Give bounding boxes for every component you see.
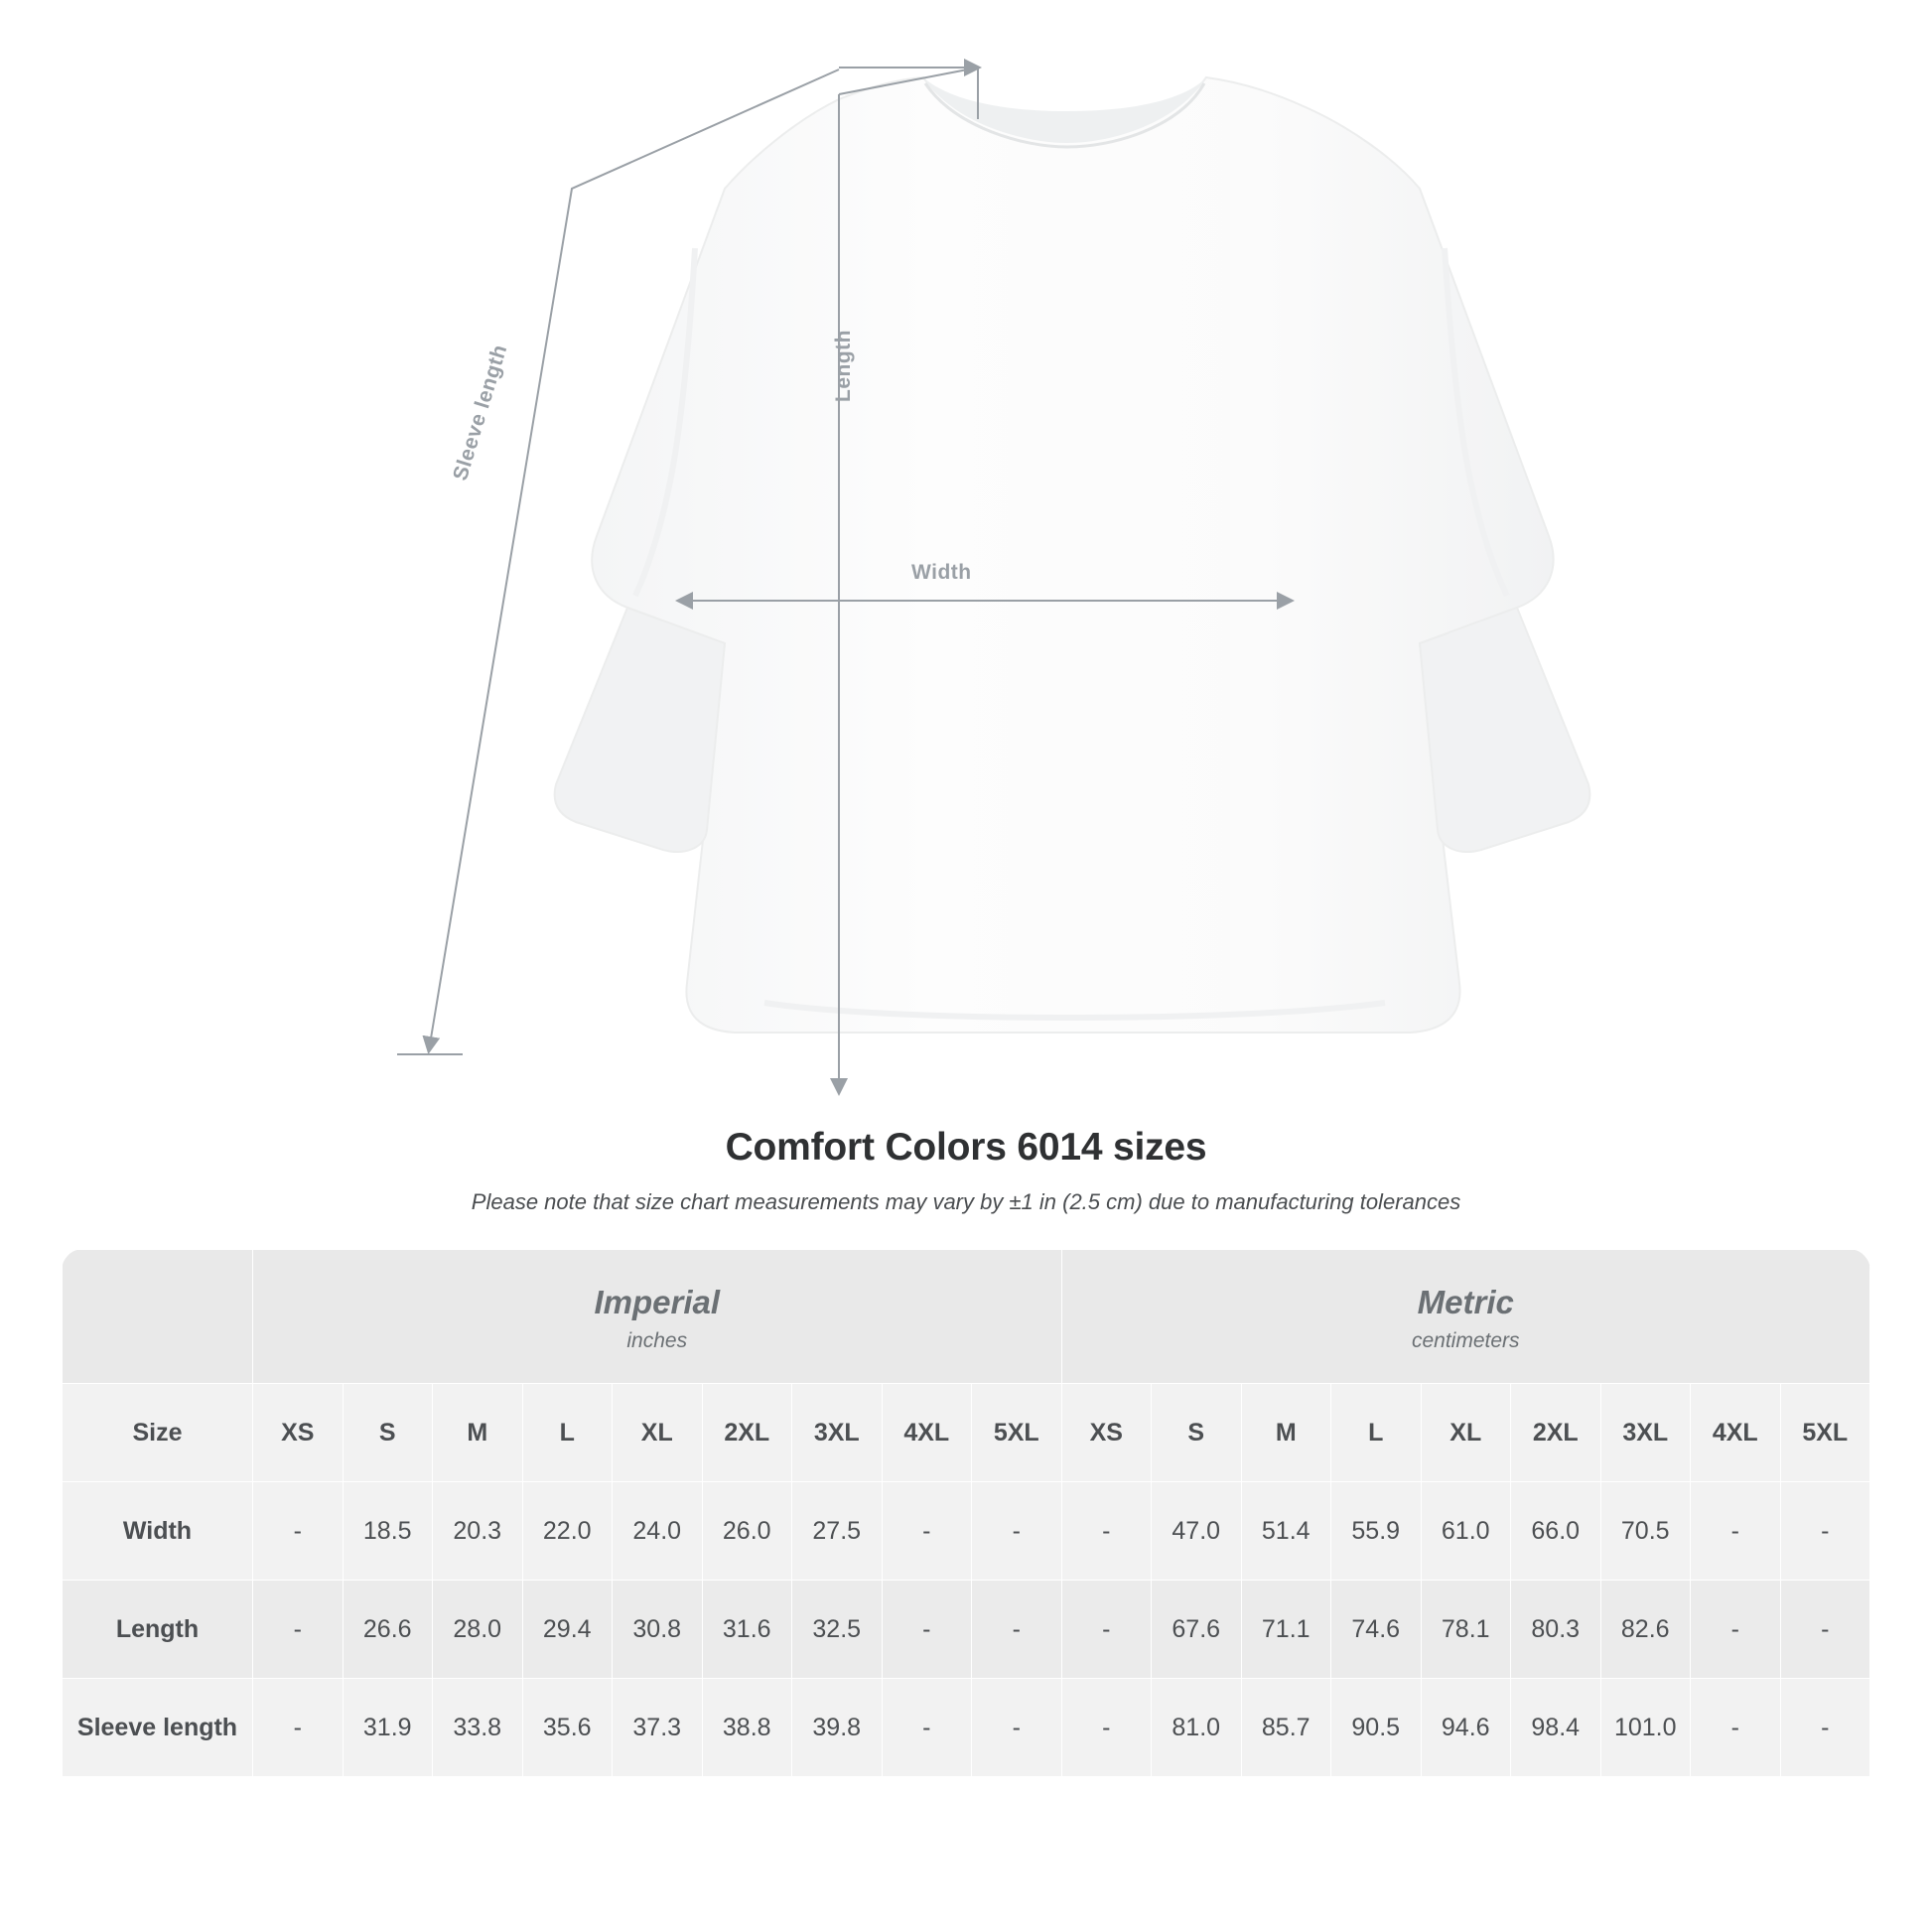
measurement-value: - — [972, 1482, 1062, 1581]
measurement-value: - — [882, 1482, 972, 1581]
measurement-value: 70.5 — [1600, 1482, 1691, 1581]
measurement-value: 61.0 — [1421, 1482, 1511, 1581]
size-header-row — [63, 1384, 1870, 1482]
length-label: Length — [832, 330, 855, 402]
measurement-value: 32.5 — [792, 1581, 883, 1679]
measurement-label: Sleeve length — [63, 1679, 253, 1777]
table-row — [63, 1679, 1870, 1777]
unit-name-imperial: Imperial — [594, 1284, 721, 1320]
unit-name-metric: Metric — [1417, 1284, 1514, 1320]
measurement-value: 20.3 — [433, 1482, 523, 1581]
measurement-value: 47.0 — [1152, 1482, 1242, 1581]
size-header-cell: S — [343, 1384, 433, 1482]
measurement-value: 80.3 — [1511, 1581, 1601, 1679]
measurement-value: 81.0 — [1152, 1679, 1242, 1777]
measurement-value: - — [972, 1581, 1062, 1679]
measurement-value: - — [1691, 1482, 1781, 1581]
width-label: Width — [911, 561, 972, 584]
size-header-cell: XS — [1061, 1384, 1152, 1482]
measurement-label: Width — [63, 1482, 253, 1581]
size-header-cell: S — [1152, 1384, 1242, 1482]
unit-header-row — [63, 1250, 1870, 1384]
measurement-value: - — [1061, 1679, 1152, 1777]
measurement-value: - — [1780, 1679, 1870, 1777]
size-chart-table — [62, 1249, 1870, 1777]
measurement-value: - — [882, 1679, 972, 1777]
size-header-cell: 5XL — [1780, 1384, 1870, 1482]
measurement-value: 37.3 — [613, 1679, 703, 1777]
size-table-body — [63, 1482, 1870, 1777]
measurement-value: 22.0 — [522, 1482, 613, 1581]
size-header-cell: XS — [253, 1384, 344, 1482]
measurement-value: 90.5 — [1331, 1679, 1422, 1777]
measurement-value: 51.4 — [1241, 1482, 1331, 1581]
title-block — [0, 1126, 1932, 1215]
size-header-cell: L — [522, 1384, 613, 1482]
size-header-cell: M — [433, 1384, 523, 1482]
measurement-value: - — [1691, 1581, 1781, 1679]
size-header-cell: 2XL — [1511, 1384, 1601, 1482]
measurement-value: - — [253, 1581, 344, 1679]
measurement-value: 24.0 — [613, 1482, 703, 1581]
measurement-value: 26.0 — [702, 1482, 792, 1581]
measurement-value: - — [1780, 1482, 1870, 1581]
measurement-value: 55.9 — [1331, 1482, 1422, 1581]
unit-header-metric — [1061, 1250, 1870, 1384]
size-chart-table-wrapper — [62, 1249, 1870, 1777]
measurement-value: - — [1061, 1581, 1152, 1679]
measurement-value: 66.0 — [1511, 1482, 1601, 1581]
measurement-value: 78.1 — [1421, 1581, 1511, 1679]
measurement-value: - — [882, 1581, 972, 1679]
measurement-value: 18.5 — [343, 1482, 433, 1581]
measurement-value: - — [253, 1482, 344, 1581]
size-header-cell: 4XL — [882, 1384, 972, 1482]
measurement-value: 85.7 — [1241, 1679, 1331, 1777]
unit-header-imperial — [253, 1250, 1062, 1384]
size-header-cell: 2XL — [702, 1384, 792, 1482]
size-column-header: Size — [63, 1384, 253, 1482]
size-header-cell: XL — [613, 1384, 703, 1482]
measurement-value: 101.0 — [1600, 1679, 1691, 1777]
measurement-value: 31.9 — [343, 1679, 433, 1777]
size-header-cell: M — [1241, 1384, 1331, 1482]
measurement-label: Length — [63, 1581, 253, 1679]
size-header-cell: L — [1331, 1384, 1422, 1482]
unit-sub-imperial: inches — [626, 1329, 688, 1352]
measurement-value: 67.6 — [1152, 1581, 1242, 1679]
measurement-value: 94.6 — [1421, 1679, 1511, 1777]
measurement-value: 31.6 — [702, 1581, 792, 1679]
measurement-value: - — [1061, 1482, 1152, 1581]
unit-header-spacer — [63, 1250, 253, 1384]
size-header-cell: 4XL — [1691, 1384, 1781, 1482]
measurement-value: 33.8 — [433, 1679, 523, 1777]
unit-sub-metric: centimeters — [1411, 1329, 1520, 1352]
measurement-value: 74.6 — [1331, 1581, 1422, 1679]
measurement-value: 38.8 — [702, 1679, 792, 1777]
measurement-value: 27.5 — [792, 1482, 883, 1581]
shirt-shape — [555, 77, 1590, 1033]
measurement-value: 98.4 — [1511, 1679, 1601, 1777]
size-header-cell: 5XL — [972, 1384, 1062, 1482]
measurement-value: - — [253, 1679, 344, 1777]
measurement-value: 39.8 — [792, 1679, 883, 1777]
measurement-value: 28.0 — [433, 1581, 523, 1679]
table-row — [63, 1581, 1870, 1679]
size-header-cell: XL — [1421, 1384, 1511, 1482]
measurement-value: 71.1 — [1241, 1581, 1331, 1679]
measurement-value: 35.6 — [522, 1679, 613, 1777]
measurement-value: 30.8 — [613, 1581, 703, 1679]
table-row — [63, 1482, 1870, 1581]
sleeve-length-label: Sleeve length — [449, 342, 512, 483]
page-subtitle: Please note that size chart measurements may vary by ±1 in (2.5 cm) due to manufacturing tolerances — [471, 1189, 1461, 1214]
measurement-value: - — [1780, 1581, 1870, 1679]
size-header-cell: 3XL — [792, 1384, 883, 1482]
measurement-value: 82.6 — [1600, 1581, 1691, 1679]
measurement-value: - — [972, 1679, 1062, 1777]
measurement-value: 29.4 — [522, 1581, 613, 1679]
measurement-value: - — [1691, 1679, 1781, 1777]
measurement-value: 26.6 — [343, 1581, 433, 1679]
page-title: Comfort Colors 6014 sizes — [725, 1126, 1207, 1169]
size-header-cell: 3XL — [1600, 1384, 1691, 1482]
